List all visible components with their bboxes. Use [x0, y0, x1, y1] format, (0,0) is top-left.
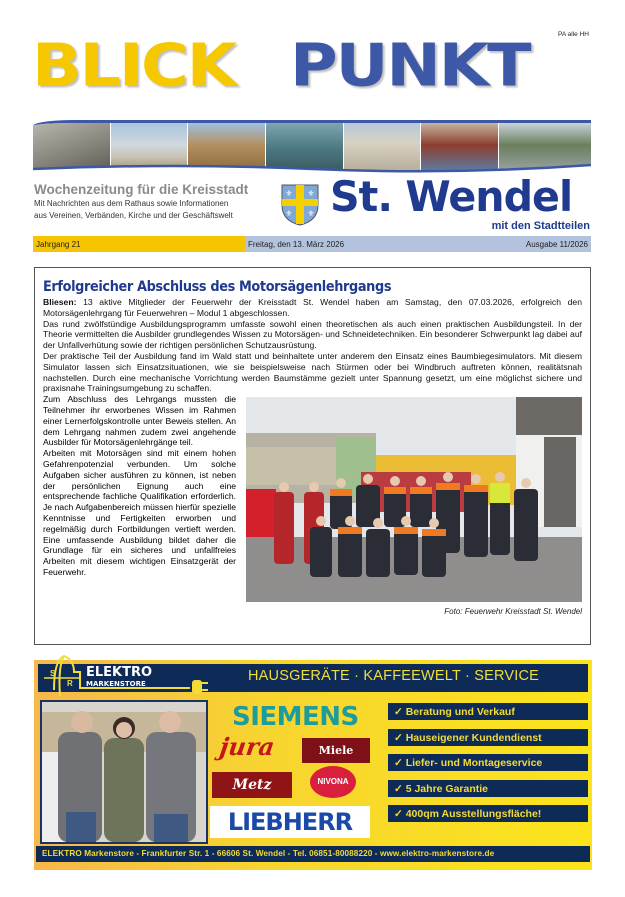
subtagline-line2: aus Vereinen, Verbänden, Kirche und der Geschäftswelt [34, 211, 233, 220]
svg-text:S: S [50, 669, 56, 678]
article-para-3: Der praktische Teil der Ausbildung fand im Wald statt und beinhaltete unter anderem den Einsatz eines Baumbiegesimulators. Mit diesem Simulator lassen sich Einsatzsituationen, wie sie beispielsweise nach Stürmen oder bei Windbruch auftreten können, realitätsnah nachstellen. Durch eine mechanische Vorrichtung werden Baumstämme gezielt unter Spannung gesetzt, um eine möglichst sichere und praxisnahe Trainingsumgebung zu schaffen. [43, 350, 582, 394]
service-item: ✓ Liefer- und Montageservice [388, 754, 588, 771]
masthead-punkt: PUNKT [290, 30, 530, 100]
article-body-top [43, 297, 582, 394]
article-para-5: Arbeiten mit Motorsägen sind mit einem hohen Gefahrenpotenzial verbunden. Um solche Aufgaben sicher ausführen zu können, ist neben der persönlichen Eignung auch eine entsprechende fachliche Qualifikation erforderlich. Je nach Aufgabenbereich müssen hierfür spezielle Kenntnisse und Fertigkeiten erworben und regelmäßig durch Fortbildungen vertieft werden. Eine umfassende Ausbildung bildet daher die Grundlage für ein sicheres und unfallfreies Arbeiten mit diesem wichtigen Einsatzgerät der Feuerwehr. [43, 448, 236, 577]
distribution-label: PA alle HH [558, 31, 589, 38]
issue-date: Freitag, den 13. März 2026 [248, 240, 345, 249]
issue-info-bar [33, 236, 591, 252]
volume-label: Jahrgang 21 [33, 236, 245, 252]
masthead-blick: BLICK [32, 30, 236, 100]
article-columns [43, 394, 582, 616]
ad-contact-footer[interactable]: ELEKTRO Markenstore - Frankfurter Str. 1 - 66606 St. Wendel - Tel. 06851-80088220 - www.elektro-markenstore.de [36, 846, 590, 862]
article-box [34, 267, 591, 645]
article-para-1 [43, 297, 582, 319]
coat-of-arms-icon [280, 183, 320, 227]
city-name: St. Wendel [330, 172, 573, 221]
service-item: ✓ 5 Jahre Garantie [388, 780, 588, 797]
article-para-2: Das rund zwölfstündige Ausbildungsprogramm umfasste sowohl einen theoretischen als auch einen praktischen Ausbildungsteil. In der Theorie vermittelten die Ausbilder grundlegendes Wissen zu Motorsägen- und Schneidetechniken. Ein besonderer Schwerpunkt lag dabei auf der Unfallverhütung sowie der richtigen persönlichen Schutzausrüstung. [43, 318, 582, 351]
article-body-column [43, 394, 236, 616]
advertisement-elektro-markenstore[interactable] [34, 660, 592, 870]
city-subtitle: mit den Stadtteilen [491, 220, 590, 232]
brand-siemens: SIEMENS [232, 702, 359, 732]
article-dateline: Bliesen: [43, 297, 77, 307]
tagline-block [34, 182, 274, 221]
brand-miele: Miele [302, 738, 370, 763]
brand-jura: jura [217, 732, 277, 761]
photo-caption: Foto: Feuerwehr Kreisstadt St. Wendel [444, 607, 582, 617]
svg-text:⚜: ⚜ [307, 209, 315, 218]
elektro-markenstore-logo [40, 652, 230, 702]
svg-text:⚜: ⚜ [285, 209, 293, 218]
svg-text:⚜: ⚜ [285, 189, 293, 198]
date-issue-bar [245, 236, 591, 252]
svg-text:R: R [67, 679, 73, 688]
ad-brand-logos [217, 702, 378, 842]
brand-nivona: NIVONA [310, 766, 356, 798]
article-lead-text: 13 aktive Mitglieder der Feuerwehr der Kreisstadt St. Wendel haben am Samstag, den 07.03.2026, erfolgreich den Motorsägenlehrgang für Feuerwehren – Modul 1 abgeschlossen. [43, 297, 582, 318]
issue-number: Ausgabe 11/2026 [525, 240, 588, 249]
logo-brand-text: ELEKTRO [86, 665, 153, 680]
logo-sub-text: MARKENSTORE [86, 680, 146, 688]
brand-metz: Metz [212, 772, 292, 798]
service-item: ✓ Beratung und Verkauf [388, 703, 588, 720]
ad-services-list [388, 703, 588, 831]
article-title: Erfolgreicher Abschluss des Motorsägenlehrgangs [43, 279, 392, 295]
service-item: ✓ Hauseigener Kundendienst [388, 729, 588, 746]
service-item: ✓ 400qm Ausstellungsfläche! [388, 805, 588, 822]
firefighters-group-photo [246, 397, 582, 602]
brand-liebherr: LIEBHERR [210, 806, 370, 838]
ad-staff-photo [40, 700, 208, 844]
article-photo-column [246, 394, 582, 616]
tagline: Wochenzeitung für die Kreisstadt [34, 182, 249, 197]
ad-slogan: HAUSGERÄTE · KAFFEEWELT · SERVICE [248, 668, 540, 684]
article-para-4: Zum Abschluss des Lehrgangs mussten die Teilnehmer ihr erworbenes Wissen im Rahmen einer Lernerfolgskontrolle unter Beweis stellen. An dem Lehrgang nahmen zudem zwei angehende Ausbilder für Motorsägenlehrgänge teil. [43, 394, 236, 448]
svg-text:⚜: ⚜ [307, 189, 315, 198]
subtagline-line1: Mit Nachrichten aus dem Rathaus sowie Informationen [34, 199, 229, 208]
article-photo [246, 397, 582, 602]
